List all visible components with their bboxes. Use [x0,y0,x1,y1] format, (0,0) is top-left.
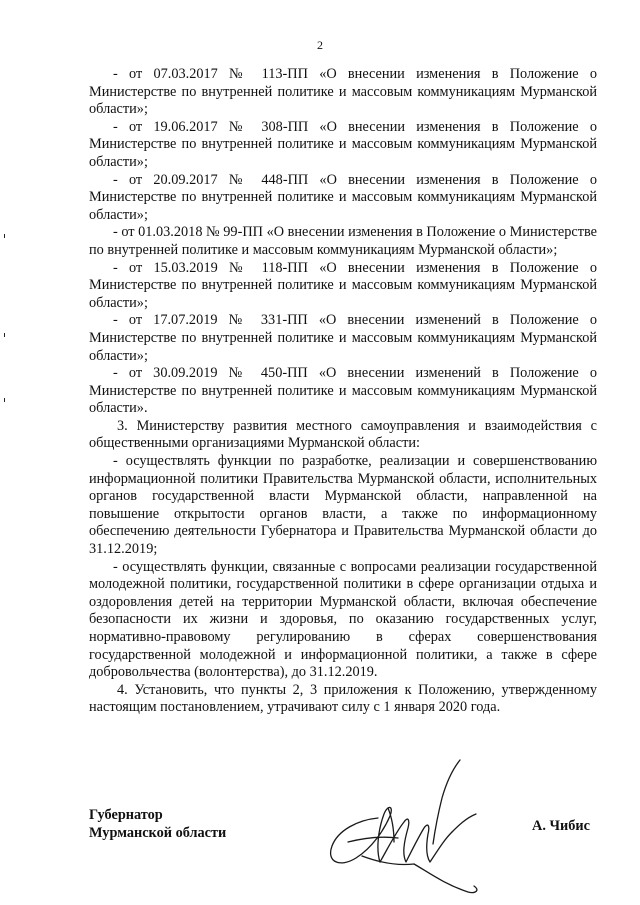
document-body [89,66,597,717]
scan-artifact [4,398,5,402]
amendment-list-item: - от 17.07.2019 № 331-ПП «О внесении изменений в Положение о Министерстве по внутренней политике и массовым коммуникациям Мурманской области»; [89,312,597,364]
signatory-name: А. Чибис [532,818,590,834]
scan-artifact [4,333,5,337]
amendment-list-item: - от 07.03.2017 № 113-ПП «О внесении изменения в Положение о Министерстве по внутренней политике и массовым коммуникациям Мурманской области»; [89,66,597,118]
clause-3-item: - осуществлять функции по разработке, реализации и совершенствованию информационной политики Правительства Мурманской области, исполнительных органов государственной власти Мурманской области, направленной на повышение открытости органов власти, а также по информационному обеспечению деятельности Губернатора и Правительства Мурманской области до 31.12.2019; [89,453,597,558]
amendment-list-item: - от 19.06.2017 № 308-ПП «О внесении изменения в Положение о Министерстве по внутренней политике и массовым коммуникациям Мурманской области»; [89,118,597,170]
amendment-list-item: - от 15.03.2019 № 118-ПП «О внесении изменения в Положение о Министерстве по внутренней политике и массовым коммуникациям Мурманской области»; [89,259,597,311]
handwritten-signature [318,758,498,898]
amendment-list-item: - от 20.09.2017 № 448-ПП «О внесении изменения в Положение о Министерстве по внутренней политике и массовым коммуникациям Мурманской области»; [89,171,597,223]
scan-artifact [4,234,5,238]
clause-3-item: - осуществлять функции, связанные с вопросами реализации государственной молодежной политики, государственной политики в сфере организации отдыха и оздоровления детей на территории Мурманской области, включая обеспечение безопасности их жизни и здоровья, по оказанию государственных услуг, нормативно-правовому регулированию в сферах совершенствования государственной молодежной и информационной политики, а также в сфере добровольчества (волонтерства), до 31.12.2019. [89,558,597,681]
signatory-position-line: Мурманской области [89,825,227,841]
clause-3-paragraph: 3. Министерству развития местного самоуправления и взаимодействия с общественными организациями Мурманской области: [89,417,597,452]
signatory-position [89,806,226,842]
page-number: 2 [317,38,323,52]
amendment-list-item: - от 01.03.2018 № 99-ПП «О внесении изменения в Положение о Министерстве по внутренней политике и массовым коммуникациям Мурманской области»; [89,224,597,258]
signatory-position-line: Губернатор [89,807,163,823]
amendment-list-item: - от 30.09.2019 № 450-ПП «О внесении изменений в Положение о Министерстве по внутренней политике и массовым коммуникациям Мурманской области». [89,365,597,417]
clause-4-paragraph: 4. Установить, что пункты 2, 3 приложения к Положению, утвержденному настоящим постановлением, утрачивают силу с 1 января 2020 года. [89,681,597,716]
